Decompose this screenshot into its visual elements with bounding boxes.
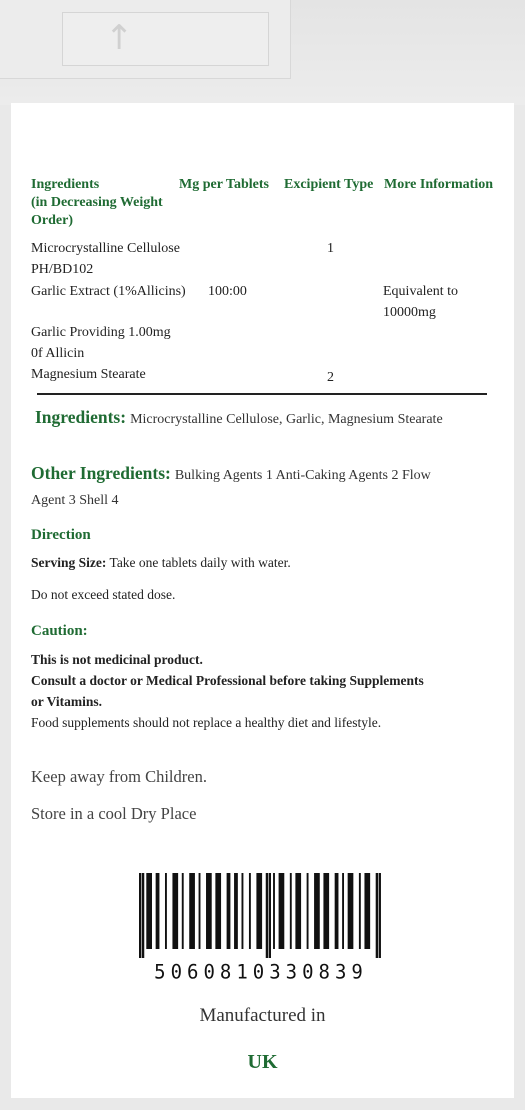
caution-line-1: This is not medicinal product. (31, 652, 203, 667)
storage-text: Store in a cool Dry Place (31, 804, 197, 823)
table-row-name: Garlic Providing 1.00mg 0f Allicin (31, 325, 171, 361)
table-row-mg: 100:00 (208, 284, 247, 299)
caution-line-2-cont: or Vitamins. (31, 694, 103, 709)
table-row-more-info: Equivalent to 10000mg (383, 284, 459, 320)
keep-away-text: Keep away from Children. (31, 767, 207, 786)
ingredients-text: Microcrystalline Cellulose, Garlic, Magnesium Stearate (130, 412, 443, 427)
caution-line-3: Food supplements should not replace a healthy diet and lifestyle. (31, 715, 382, 730)
table-row-excipient: 2 (327, 370, 334, 385)
other-ingredients-label: Other Ingredients: (31, 463, 171, 483)
barcode-digits: 5060810330839 (154, 960, 368, 984)
other-ingredients-text-cont: Agent 3 Shell 4 (31, 493, 119, 508)
supplement-label (11, 103, 514, 1098)
hang-tab-slot (62, 12, 269, 66)
hang-tab-panel (0, 0, 291, 79)
serving-size-label: Serving Size: (31, 555, 107, 570)
header-mg-per-tablets: Mg per Tablets (179, 177, 269, 192)
caution-line-2: Consult a doctor or Medical Professional before taking Supplements (31, 673, 424, 688)
table-row-name: Garlic Extract (1%Allicins) (31, 284, 186, 299)
hang-tab (0, 0, 525, 105)
caution-heading: Caution: (31, 623, 88, 639)
ingredients-label: Ingredients: (35, 407, 127, 427)
dose-warning: Do not exceed stated dose. (31, 587, 176, 602)
ingredients-line (35, 407, 443, 428)
table-row-name: Magnesium Stearate (31, 367, 146, 382)
other-ingredients-text: Bulking Agents 1 Anti-Caking Agents 2 Flow (174, 468, 431, 483)
table-divider (37, 393, 487, 395)
table-row-name: Microcrystalline Cellulose PH/BD102 (31, 241, 180, 277)
barcode (139, 873, 383, 958)
direction-heading: Direction (31, 527, 91, 543)
serving-size-line (31, 555, 291, 571)
header-excipient-type: Excipient Type (284, 177, 374, 192)
header-ingredients: Ingredients (in Decreasing Weight Order) (31, 177, 163, 228)
manufactured-in-label: Manufactured in (199, 1005, 326, 1026)
other-ingredients-line (31, 463, 431, 484)
manufacturer-country: UK (247, 1051, 278, 1073)
serving-size-text: Take one tablets daily with water. (109, 555, 291, 570)
table-row-excipient: 1 (327, 241, 334, 256)
arrow-icon: ↑ (105, 18, 134, 58)
header-more-information: More Information (384, 177, 493, 192)
